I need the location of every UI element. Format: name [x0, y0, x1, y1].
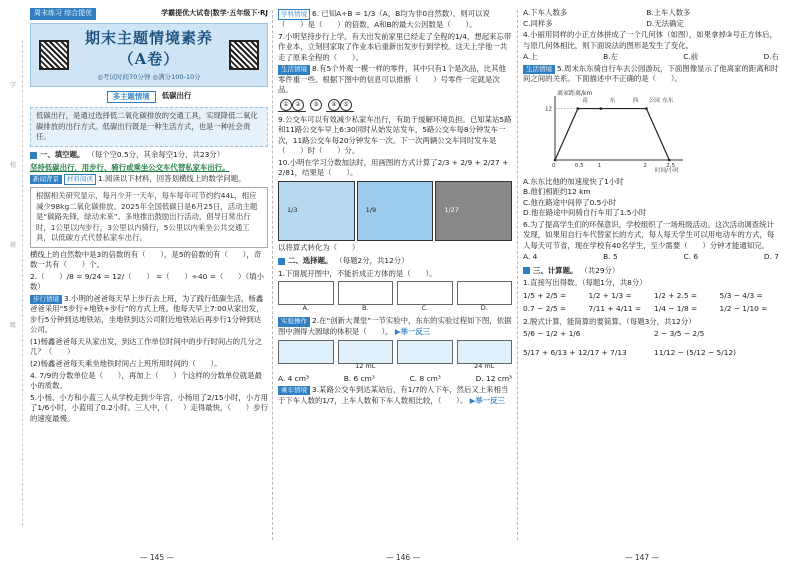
- cup-figure: [397, 340, 453, 364]
- column-divider: [272, 10, 273, 540]
- question-3b: (2)杨鑫爸爸每天乘坐地铁时间占上班所用时间的（ ）。: [30, 358, 222, 368]
- option[interactable]: B. 6 cm³: [343, 373, 375, 383]
- option-label: B.: [361, 304, 369, 313]
- option-label: A.: [302, 304, 309, 313]
- reading-material: 根据相关研究显示，每月少开一天车，每车每年可节约约44L，相应减少98kg二氧化碳排放。2025年全国低碳日是6月25日，活动主题是“碳路先锋，绿动未来”。多地推出鼓励出行活动，倡导日常出行时，1公里以内步行，3公里以内骑行，5公里以内乘坐公共交通工具，以低碳方式代替私家车出行。: [30, 187, 268, 248]
- distance-time-chart: [533, 88, 779, 174]
- section-fill-blank: [30, 150, 268, 161]
- option-label: D.: [480, 304, 488, 313]
- option[interactable]: D. 7: [763, 252, 779, 262]
- question-text: 6. 已知A÷B = 1/3（A，B均为非0自然数），则可以说（ ）是（ ）的倍数，A和B的最大公因数是（ ）。: [278, 9, 490, 30]
- practice-link[interactable]: ▶举一反三: [394, 326, 431, 336]
- question-text: 1.阅读以下材料，回答划横线上的数学问题。: [98, 174, 246, 184]
- section-marker-icon: [278, 258, 285, 265]
- calc-grid: [523, 291, 779, 315]
- header-tag: 周末练习 综合提优: [30, 8, 96, 20]
- data-point: [599, 107, 602, 110]
- net-figures: [278, 281, 512, 313]
- chart-annotation: 东东: [662, 97, 674, 104]
- question-text: 2.在“创新大课堂”一节实验中，东东的实验过程如下图，依据图中测得大圆球的体积是（ ）。: [278, 316, 512, 336]
- time-info: ◎考试时间70分钟 ◎满分100-10分: [97, 72, 201, 81]
- chart-annotation: 东: [609, 97, 616, 104]
- section-calc: [523, 266, 779, 277]
- cup-figure: [338, 340, 394, 371]
- intro-text: 低碳出行，是通过选择低二氧化碳排放的交通工具，实现降低二氧化碳排放的出行方式。低碳出行既是一种生活方式，也是一种社会责任。: [30, 107, 268, 147]
- option[interactable]: C.同样多: [523, 18, 553, 28]
- question-8: [278, 64, 512, 96]
- calc-item: 0.7 − 2/5 =: [523, 304, 567, 314]
- calc2-item: 11/12 − (5/12 − 5/12): [654, 347, 737, 357]
- option[interactable]: C.他在路途中间停了0.5小时: [523, 197, 617, 207]
- data-point: [668, 158, 671, 161]
- cube-net-figure: [338, 281, 394, 313]
- cup-figure: [457, 340, 513, 371]
- column-divider: [517, 10, 518, 540]
- choice-4-options: [523, 52, 779, 63]
- choice-4: 4.小丽用同样的小正方体拼成了一个几何体（如图），如果拿掉③号正方体后，与原几何体相比，则下面说法的图形是发生了变化。: [523, 30, 777, 50]
- question-3: [30, 294, 268, 336]
- choice-1: 1.下面展开图中，不能折成正方体的是（ ）。: [278, 268, 437, 278]
- title-banner: [30, 23, 268, 87]
- option[interactable]: C.前: [683, 52, 699, 62]
- cube-net-figure: [397, 281, 453, 313]
- data-point: [645, 107, 648, 110]
- choice-2-options: [278, 374, 512, 385]
- section-note: （每题2分，共12分）: [335, 256, 409, 266]
- x-tick-label: 1: [597, 162, 602, 169]
- cup-label: 24 mL: [474, 362, 495, 371]
- calc-1: 1.直接写出得数。（每题1分，共8分）: [523, 278, 647, 288]
- calc-item: 1/4 − 1/8 =: [654, 304, 698, 314]
- theme-prefix: 多主题情境: [107, 91, 156, 104]
- fraction-label: 1/27: [444, 205, 459, 214]
- section-title: 三、计算题。: [533, 265, 578, 275]
- x-tick-label: 2.5: [666, 162, 676, 169]
- x-tick-label: 2: [643, 162, 647, 169]
- x-axis-label: 时间/小时: [655, 167, 679, 174]
- section-title: 二、选择题。: [288, 256, 333, 266]
- option[interactable]: A.下车人数多: [523, 8, 568, 17]
- practice-link[interactable]: ▶举一反三: [469, 395, 505, 405]
- column-1: [30, 8, 268, 542]
- part-ball: ⑤: [340, 99, 352, 111]
- calc2-item: 5/17 + 6/13 + 12/17 + 7/13: [523, 347, 627, 357]
- data-point: [577, 107, 580, 110]
- question-10: 10.小明在学习分数加法时，用画图的方式计算了2/3 + 2/9 + 2/27 + 2/81，结果是（ ）。: [278, 157, 509, 178]
- series-label: 学霸提优大试卷|数学·五年级下·RJ: [161, 9, 268, 17]
- page-number: — 146 —: [386, 553, 421, 562]
- option[interactable]: B. 5: [603, 252, 618, 262]
- section-marker-icon: [523, 267, 530, 274]
- calc-item: 5/3 − 4/3 =: [719, 290, 763, 300]
- fraction-block: [357, 181, 434, 241]
- choice-5: [523, 64, 779, 85]
- question-5: 5.小杨、小方和小蓝三人从学校走到少年宫，小杨用了2/15小时，小方用了1/6小时，小蓝用了0.2小时。三人中，（ ）走得最快，（ ）步行的速度最慢。: [30, 392, 268, 423]
- cube-net-figure: [457, 281, 513, 313]
- question-7: 7.小明坚持步行上学。有天出发前家里已经走了全程的1/4，想起来忘带作业本，立刻回家取了作业本后重新出发步行到学校。这天上学他一共走了原来全程的（ ）。: [278, 31, 512, 62]
- part-ball: ①: [280, 99, 292, 111]
- chip: 生活情境: [278, 65, 310, 74]
- chip: 实验操作: [278, 317, 310, 326]
- cube-net-figure: [278, 281, 334, 313]
- question-10b: 以将算式转化为（ ）: [278, 242, 360, 252]
- x-tick-label: 0: [552, 162, 556, 169]
- choice-2: [278, 316, 512, 337]
- calc-item: 7/11 + 4/11 =: [588, 304, 642, 314]
- calc2-item: 5/6 − 1/2 + 1/6: [523, 329, 581, 339]
- section-note: （每个空0.5分，其余每空1分，共23分）: [87, 150, 225, 159]
- calc-item: 1/2 + 2.5 =: [654, 290, 698, 300]
- question-3a: (1)杨鑫爸爸每天从家出发，到达工作单位时间中的步行时间占的几分之几？（ ）: [30, 336, 263, 357]
- question-text: 3.某路公交车到达某站后，有1/7的人下车，然后又上来相当于下车人数的1/7，上车人数和下车人数相比较，（ ）。: [278, 385, 509, 405]
- data-point: [554, 158, 557, 161]
- calc2-item: 2 − 3/5 − 2/5: [654, 329, 705, 339]
- page-number: — 147 —: [625, 553, 660, 562]
- option[interactable]: D.无法确定: [646, 18, 684, 28]
- column-2: [278, 8, 512, 542]
- chart-annotation: 西: [632, 97, 639, 104]
- question-1a: 横线上的自然数中是3的倍数的有（ ），是5的倍数的有（ ），奇数一共有（ ）个。: [30, 249, 262, 270]
- choice-6-options: [523, 252, 779, 263]
- part-ball: ③: [310, 99, 322, 111]
- question-1: [30, 174, 268, 185]
- theme-label: 低碳出行: [161, 90, 192, 100]
- question-text: 5.周末东东骑自行车去公园游玩，下面图像显示了他离家的距离和时间之间的关系。下面描述中不正确的是（ ）。: [523, 63, 779, 84]
- option[interactable]: A. 4: [523, 252, 538, 262]
- option[interactable]: B.上车人数多: [646, 8, 691, 17]
- chart-annotation: 南: [582, 97, 588, 104]
- balance-figure: [278, 99, 512, 112]
- y-tick-label: 12: [545, 106, 552, 113]
- cup-figure: [278, 340, 334, 364]
- part-ball: ④: [328, 99, 340, 111]
- option-label: C.: [421, 304, 429, 313]
- section-choice: [278, 256, 512, 267]
- calc2-grid: [523, 329, 779, 358]
- chip: 乘车情境: [278, 386, 310, 395]
- qr-code-icon: [39, 40, 69, 70]
- question-9: 9.公交车可以有效减少私家车出行，有助于缓解环境负担。已知某站5路和11路公交车早上6:30同时从始发站发车，5路公交车每8分钟发车一次，11路公交车每20分钟发车一次。下一次两辆公交车同时发车是（ ）时（ ）分。: [278, 114, 512, 156]
- cup-figures: [278, 340, 512, 371]
- option[interactable]: D.他在路途中间骑自行车用了1.5小时: [523, 208, 647, 218]
- calc-2: 2.脱式计算，能简算的要简算。（每题3分，共12分）: [523, 316, 696, 326]
- calc-item: 1/5 + 2/5 =: [523, 290, 567, 300]
- choice-5-options: [523, 177, 779, 219]
- option[interactable]: B.左: [603, 52, 618, 62]
- option[interactable]: C. 6: [683, 252, 699, 262]
- fraction-label: 1/3: [287, 205, 298, 214]
- option[interactable]: D. 12 cm³: [475, 373, 512, 383]
- chip: 步行情境: [30, 295, 62, 304]
- choice-3-options: [523, 8, 779, 29]
- section-title: 一、填空题。: [40, 150, 85, 159]
- page-title: 期末主题情境素养（A卷）: [84, 29, 213, 69]
- chart-svg: [533, 88, 693, 174]
- binding-strip: 学 校 班 级: [6, 40, 23, 526]
- option[interactable]: B.他们相距约12 km: [523, 187, 591, 197]
- option[interactable]: D.右: [763, 52, 779, 62]
- question-text: 3.小明的爸爸每天早上步行去上班，为了践行低碳生活，杨鑫爸爸采用“5步行+地铁+步行”的方式上班。他每天早上7:00从家出发，步行5分钟到达地铁站，坐地铁到达公司附近地铁站后再步行1分钟到达公司。: [30, 293, 264, 335]
- chart-annotation: 公园: [648, 97, 660, 104]
- fraction-block: [435, 181, 512, 241]
- chip: 新闻背景: [30, 175, 62, 184]
- x-tick-label: 0.5: [574, 162, 584, 169]
- fraction-figure: [278, 181, 512, 241]
- question-4: 4. 7/9的分数单位是（ ），再加上（ ）个这样的分数单位就是最小的质数。: [30, 370, 262, 391]
- fraction-block: [278, 181, 355, 241]
- chip: 材料阅读: [64, 174, 96, 185]
- calc-item: 1/2 − 1/10 =: [719, 304, 768, 314]
- option[interactable]: A. 4 cm³: [278, 373, 309, 383]
- option[interactable]: C. 8 cm³: [409, 373, 441, 383]
- calc-item: 1/2 + 1/3 =: [588, 290, 632, 300]
- qr-code-icon: [229, 40, 259, 70]
- slogan: 坚持低碳出行，用步行、骑行或乘坐公交车代替私家车出行。: [30, 162, 230, 172]
- chip: 生活情境: [523, 65, 555, 74]
- chart-title: 离家距离/km: [557, 89, 593, 97]
- choice-6: 6.为了提高学生们的环保意识，学校组织了一场班级活动。这次活动调查统计发现，如果用自行车代替家长的方式，每人每天学生可以用电动车的方式，每人每天可节省，现在学校有40名学生，至少需要（ ）分钟才能通知完。: [523, 219, 775, 250]
- question-text: 8.有5个外观一模一样的零件，其中只有1个是次品，比其他零件重一些。根据下图中的信息可以推断（ ）号零件一定就是次品。: [278, 64, 506, 95]
- chip: 学科情境: [278, 9, 310, 20]
- question-2: 2.（ ）/8 = 9/24 = 12/（ ） =（ ）÷40 =（ ）（填小数）: [30, 271, 264, 292]
- fraction-label: 1/9: [365, 205, 377, 214]
- cup-label: 12 mL: [355, 362, 376, 371]
- section-note: （共29分）: [580, 265, 620, 275]
- section-marker-icon: [30, 152, 37, 159]
- question-6: [278, 9, 512, 31]
- part-ball: ②: [292, 99, 304, 111]
- choice-3: [278, 385, 512, 406]
- column-3: [523, 8, 779, 542]
- option[interactable]: A.上: [523, 52, 538, 62]
- page-number: — 145 —: [140, 553, 175, 562]
- option[interactable]: A.东东比他的加速度快了1小时: [523, 176, 624, 186]
- series-line: [555, 108, 669, 159]
